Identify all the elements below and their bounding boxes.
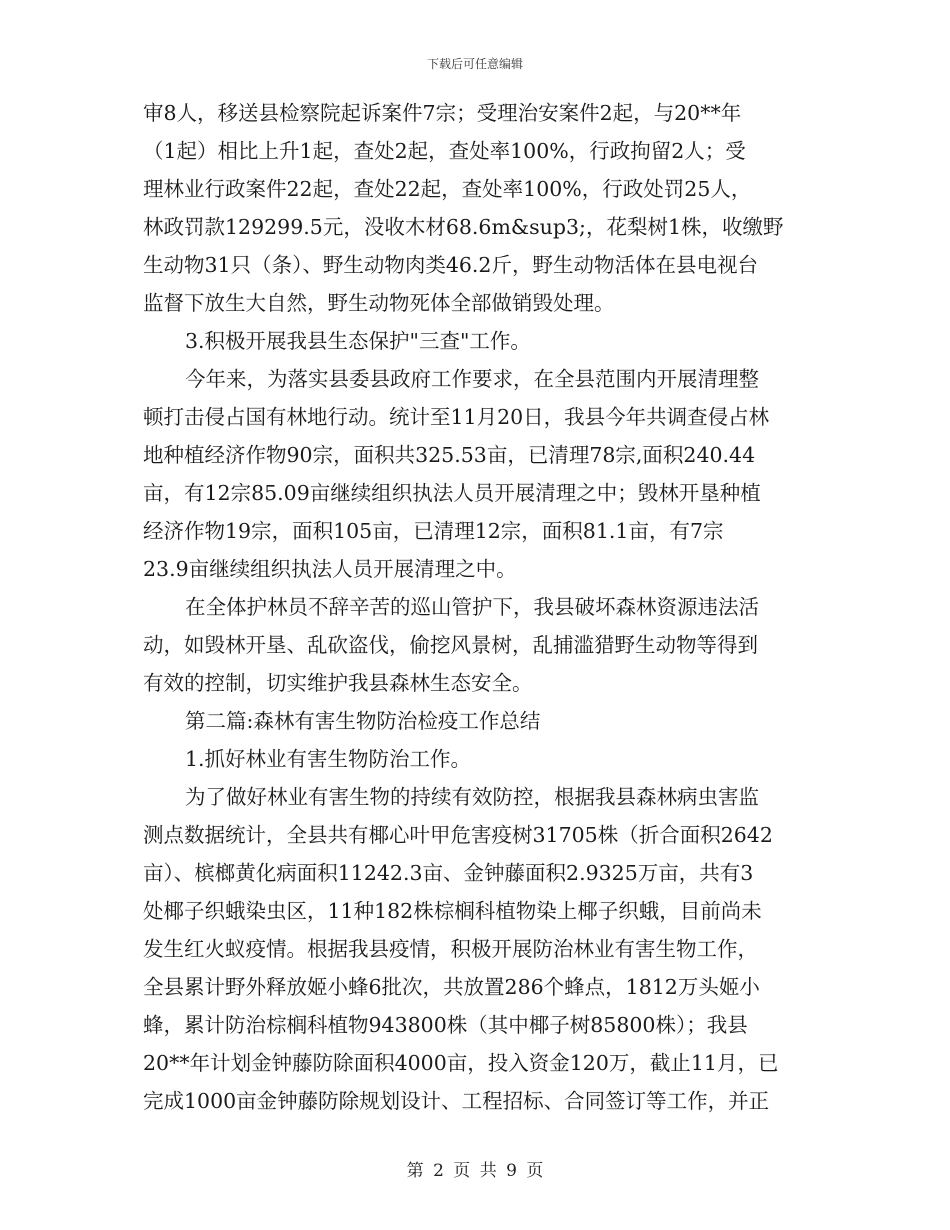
text-line: 第二篇:森林有害生物防治检疫工作总结 (185, 709, 541, 733)
text-line: 地种植经济作物90宗，面积共325.53亩，已清理78宗,面积240.44 (143, 443, 756, 467)
text-line: 有效的控制，切实维护我县森林生态安全。 (143, 671, 533, 695)
text-line: 全县累计野外释放姬小蜂6批次，共放置286个蜂点，1812万头姬小 (143, 975, 760, 999)
text-line: 在全体护林员不辞辛苦的巡山管护下，我县破坏森林资源违法活 (185, 595, 759, 619)
text-line: 监督下放生大自然，野生动物死体全部做销毁处理。 (143, 291, 615, 315)
text-line: 亩）、槟榔黄化病面积11242.3亩、金钟藤面积2.9325万亩，共有3 (143, 861, 754, 885)
text-line: 林政罚款129299.5元，没收木材68.6m&sup3;，花梨树1株，收缴野 (143, 215, 784, 239)
text-line: 动，如毁林开垦、乱砍盗伐，偷挖风景树，乱捕滥猎野生动物等得到 (143, 633, 758, 657)
text-line: 今年来，为落实县委县政府工作要求，在全县范围内开展清理整 (185, 367, 759, 391)
text-line: 23.9亩继续组织执法人员开展清理之中。 (143, 557, 517, 581)
text-line: 蜂，累计防治棕榈科植物943800株（其中椰子树85800株）；我县 (143, 1013, 748, 1037)
text-line: 审8人，移送县检察院起诉案件7宗；受理治安案件2起，与20**年 (143, 101, 742, 125)
document-body (143, 94, 811, 1120)
text-line: 发生红火蚁疫情。根据我县疫情，积极开展防治林业有害生物工作， (143, 937, 758, 961)
text-line: 理林业行政案件22起，查处22起，查处率100%，行政处罚25人， (143, 177, 752, 201)
text-line: 20**年计划金钟藤防除面积4000亩，投入资金120万，截止11月，已 (143, 1051, 779, 1075)
text-line: 测点数据统计，全县共有椰心叶甲危害疫树31705株（折合面积2642 (143, 823, 773, 847)
text-line: 生动物31只（条）、野生动物肉类46.2斤，野生动物活体在县电视台 (143, 253, 758, 277)
text-line: 经济作物19宗，面积105亩，已清理12宗，面积81.1亩，有7宗 (143, 519, 724, 543)
text-line: 处椰子织蛾染虫区，11种182株棕榈科植物染上椰子织蛾，目前尚未 (143, 899, 762, 923)
text-line: 亩，有12宗85.09亩继续组织执法人员开展清理之中；毁林开垦种植 (143, 481, 761, 505)
text-line: 完成1000亩金钟藤防除规划设计、工程招标、合同签订等工作，并正 (143, 1089, 770, 1113)
text-line: 顿打击侵占国有林地行动。统计至11月20日，我县今年共调查侵占林 (143, 405, 770, 429)
page-footer: 第 2 页 共 9 页 (406, 1161, 544, 1181)
text-line: 1.抓好林业有害生物防治工作。 (185, 747, 472, 771)
text-line: 为了做好林业有害生物的持续有效防控，根据我县森林病虫害监 (185, 785, 759, 809)
text-line: 3.积极开展我县生态保护"三查"工作。 (185, 329, 531, 353)
page-header: 下载后可任意编辑 (426, 57, 523, 71)
text-line: （1起）相比上升1起，查处2起，查处率100%，行政拘留2人；受 (143, 139, 746, 163)
